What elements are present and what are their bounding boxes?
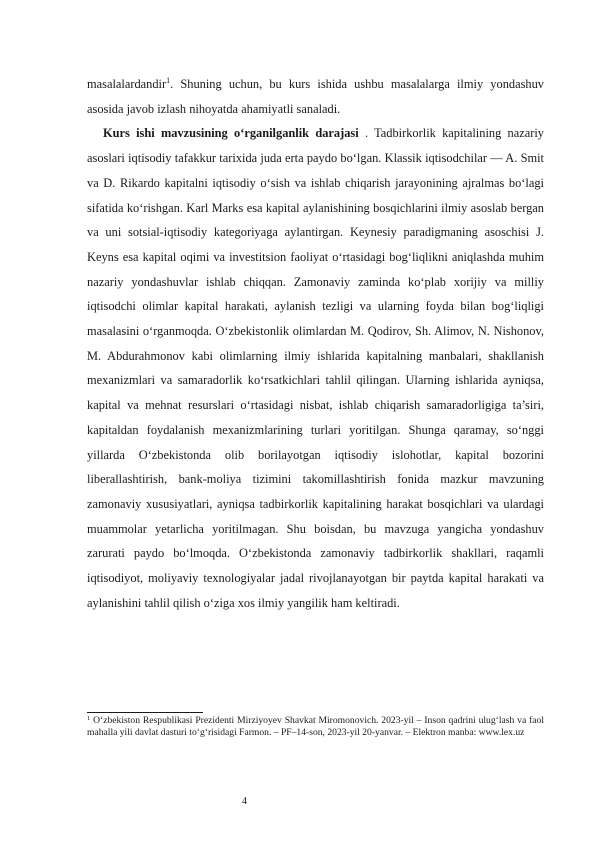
footnote-reference[interactable]: 1 [166, 76, 171, 85]
footnote-text: O‘zbekiston Respublikasi Prezidenti Mirziyoyev Shavkat Miromonovich. 2023-yil – Inson qadrini ulug‘lash va faol mahalla yili davlat dasturi to‘g‘risidagi Farmon. – PF–14-son, 2023-yil 20-yanvar. – Elektron manba: www.lex.uz [87, 715, 544, 739]
page-number: 4 [242, 796, 247, 807]
footnote-marker: 1 [87, 715, 91, 722]
research-degree-text: . Tadbirkorlik kapitalining nazariy asoslari iqtisodiy tafakkur tarixida juda erta paydo bo‘lgan. Klassik iqtisodchilar — A. Smit va D. Rikardo kapitalni iqtisodiy o‘sish va ishlab chiqarish jarayonining ajralmas bo‘lagi sifatida ko‘rishgan. Karl Marks esa kapital aylanishining bosqichlarini ilmiy asoslab bergan va uni sotsial-iqtisodiy kategoriyaga aylantirgan. Keynesiy paradigmaning asoschisi J. Keyns esa kapital oqimi va investitsion faoliyat o‘rtasidagi bog‘liqlikni aniqlashda muhim nazariy yondashuvlar ishlab chiqqan. Zamonaviy zaminda ko‘plab xorijiy va milliy iqtisodchi olimlar kapital harakati, aylanish tezligi va ularning foyda bilan bog‘liqligi masalasini o‘rganmoqda. O‘zbekistonlik olimlardan M. Qodirov, Sh. Alimov, N. Nishonov, M. Abdurahmonov kabi olimlarning ilmiy ishlarida kapitalning manbalari, shakllanish mexanizmlari va samaradorlik ko‘rsatkichlari tahlil qilingan. Ularning ishlarida ayniqsa, kapital va mehnat resurslari o‘rtasidagi nisbat, ishlab chiqarish samaradorligiga ta’siri, kapitaldan foydalanish mexanizmlarining turlari yoritilgan. Shunga qaramay, so‘nggi yillarda O‘zbekistonda olib borilayotgan iqtisodiy islohotlar, kapital bozorini liberallashtirish, bank-moliya tizimini takomillashtirish fonida mazkur mavzuning zamonaviy xususiyatlari, ayniqsa tadbirkorlik kapitalining harakat bosqichlari va ulardagi muammolar yetarlicha yoritilmagan. Shu boisdan, bu mavzuga yangicha yondashuv zarurati paydo bo‘lmoqda. O‘zbekistonda zamonaviy tadbirkorlik shakllari, raqamli iqtisodiyot, moliyaviy texnologiyalar jadal rivojlanayotgan bir paytda kapital harakati va aylanishini tahlil qilish o‘ziga xos ilmiy yangilik ham keltiradi. [87, 126, 544, 610]
page-body [87, 72, 544, 615]
footnote-divider [87, 712, 203, 713]
section-heading: Kurs ishi mavzusining o‘rganilganlik darajasi [103, 126, 359, 141]
intro-text-rest: . Shuning uchun, bu kurs ishida ushbu masalalarga ilmiy yondashuv asosida javob izlash nihoyatda ahamiyatli sanaladi. [87, 77, 544, 116]
intro-text: masalalardandir [87, 77, 167, 91]
footnote [87, 715, 544, 740]
paragraph-research-degree [87, 121, 544, 615]
paragraph-intro [87, 72, 544, 121]
